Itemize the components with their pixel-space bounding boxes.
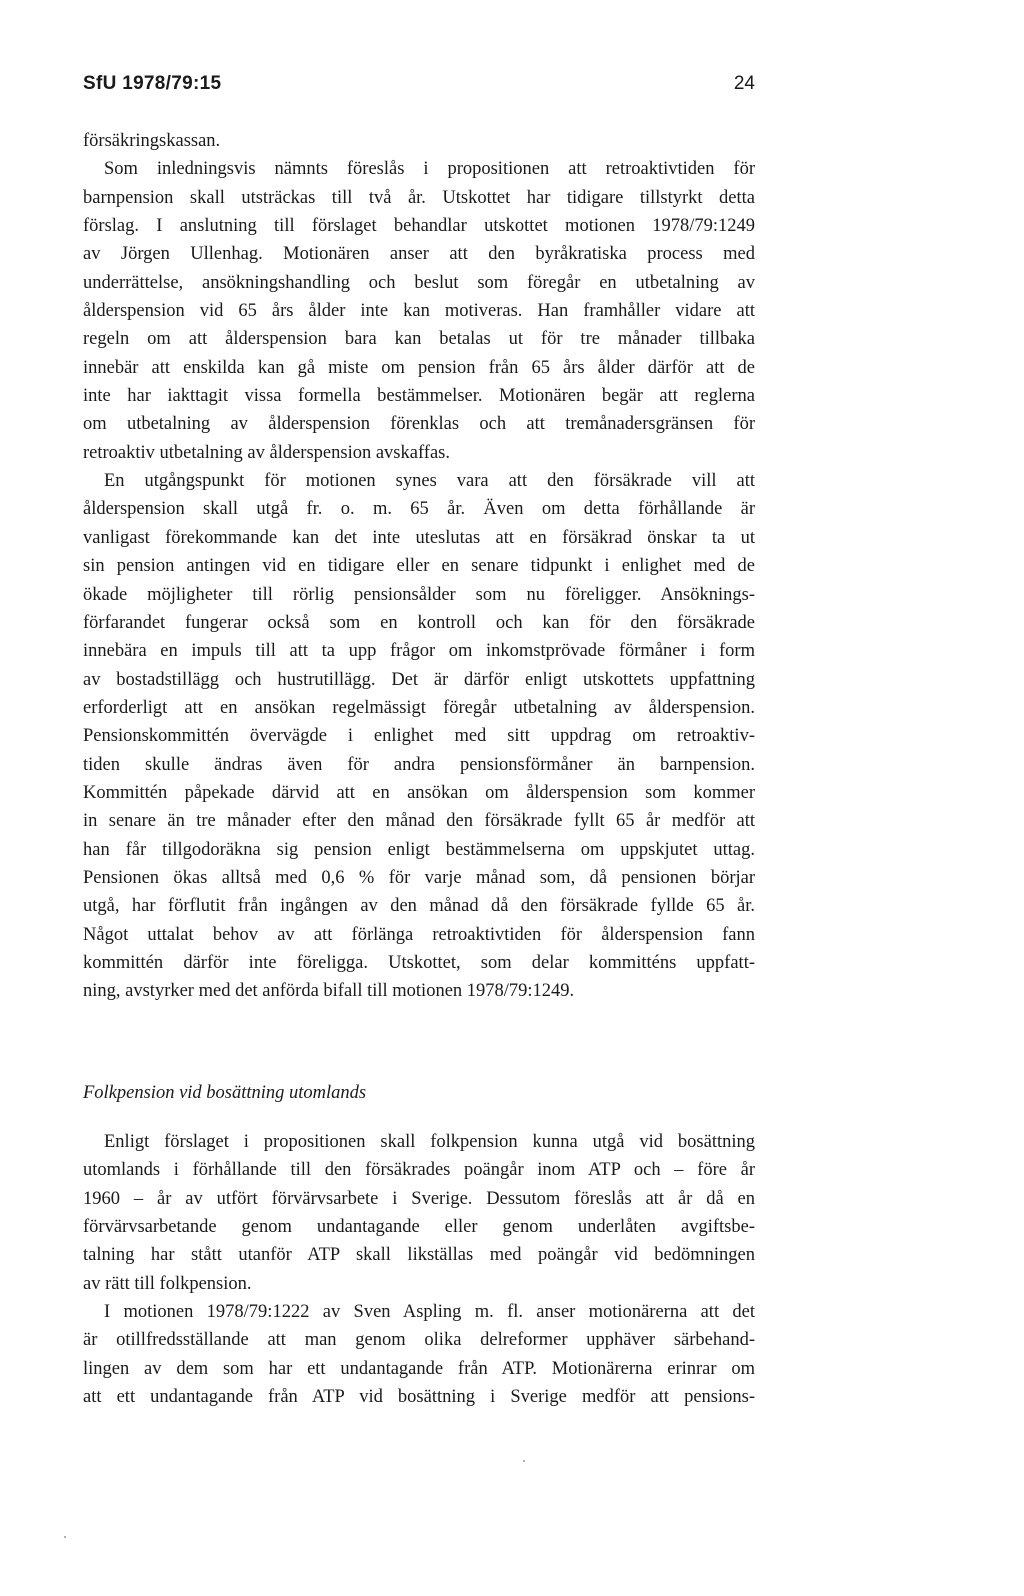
text-line: förslag. I anslutning till förslaget behandlar utskottet motionen 1978/79:1249	[83, 216, 755, 237]
text-line: av rätt till folkpension.	[83, 1273, 252, 1294]
text-line: av bostadstillägg och hustrutillägg. Det är därför enligt utskottets uppfattning	[83, 669, 755, 690]
text-line: retroaktiv utbetalning av ålderspension avskaffas.	[83, 442, 450, 463]
text-line: Pensionen ökas alltså med 0,6 % för varje månad som, då pensionen börjar	[83, 867, 755, 888]
page-header	[83, 73, 755, 101]
section-1-lines	[83, 127, 755, 1006]
page-number: 24	[733, 73, 755, 94]
text-line: Enligt förslaget i propositionen skall folkpension kunna utgå vid bosättning	[104, 1132, 755, 1152]
text-line: Något uttalat behov av att förlänga retroaktivtiden för ålderspension fann	[83, 924, 755, 945]
text-line: innebär att enskilda kan gå miste om pension från 65 års ålder därför att de	[83, 357, 755, 378]
text-line: En utgångspunkt för motionen synes vara att den försäkrade vill att	[104, 471, 755, 492]
text-line: Som inledningsvis nämnts föreslås i propositionen att retroaktivtiden för	[104, 159, 755, 180]
text-line: Kommittén påpekade därvid att en ansökan om ålderspension som kommer	[83, 782, 755, 803]
text-line: är otillfredsställande att man genom olika delreformer upphäver särbehand-	[83, 1330, 755, 1351]
text-line: barnpension skall utsträckas till två år. Utskottet har tidigare tillstyrkt detta	[83, 187, 755, 208]
scan-speck	[523, 1460, 525, 1462]
text-line: kommittén därför inte föreligga. Utskottet, som delar kommitténs uppfatt-	[83, 952, 755, 973]
text-line: ålderspension skall utgå fr. o. m. 65 år. Även om detta förhållande är	[83, 499, 755, 520]
text-line: vanligast förekommande kan det inte uteslutas att en försäkrad önskar ta ut	[83, 527, 755, 548]
section-2-lines	[83, 1128, 755, 1411]
text-line: underrättelse, ansökningshandling och beslut som föregår en utbetalning av	[83, 272, 755, 293]
text-line: Pensionskommittén övervägde i enlighet med sitt uppdrag om retroaktiv-	[83, 726, 755, 747]
text-line: innebära en impuls till att ta upp frågor om inkomstprövade förmåner i form	[83, 641, 755, 662]
text-line: utomlands i förhållande till den försäkrades poängår inom ATP och – före år	[83, 1160, 755, 1181]
scan-speck	[64, 1536, 66, 1538]
text-line: talning har stått utanför ATP skall likställas med poängår vid bedömningen	[83, 1245, 755, 1266]
section-heading: Folkpension vid bosättning utomlands	[83, 1083, 367, 1103]
text-line: av Jörgen Ullenhag. Motionären anser att den byråkratiska process med	[83, 244, 755, 265]
document-reference: SfU 1978/79:15	[83, 73, 222, 94]
text-line: försäkringskassan.	[83, 131, 221, 151]
text-line: ning, avstyrker med det anförda bifall till motionen 1978/79:1249.	[83, 981, 575, 1002]
text-line: lingen av dem som har ett undantagande från ATP. Motionärerna erinrar om	[83, 1358, 755, 1379]
text-line: sin pension antingen vid en tidigare eller en senare tidpunkt i enlighet med de	[83, 556, 755, 577]
text-line: utgå, har förflutit från ingången av den månad då den försäkrade fyllde 65 år.	[83, 896, 755, 917]
text-line: förfarandet fungerar också som en kontroll och kan för den försäkrade	[83, 612, 755, 633]
text-line: om utbetalning av ålderspension förenklas och att tremånadersgränsen för	[83, 414, 755, 435]
text-line: att ett undantagande från ATP vid bosättning i Sverige medför att pensions-	[83, 1387, 755, 1408]
text-line: ålderspension vid 65 års ålder inte kan motiveras. Han framhåller vidare att	[83, 301, 755, 322]
text-line: regeln om att ålderspension bara kan betalas ut för tre månader tillbaka	[83, 329, 755, 350]
text-line: inte har iakttagit vissa formella bestämmelser. Motionären begär att reglerna	[83, 386, 755, 407]
text-line: förvärvsarbetande genom undantagande eller genom underlåten avgiftsbe-	[83, 1217, 755, 1238]
body-text-section-1	[83, 127, 755, 1006]
text-line: 1960 – år av utfört förvärvsarbete i Sverige. Dessutom föreslås att år då en	[83, 1188, 755, 1209]
text-line: han får tillgodoräkna sig pension enligt bestämmelserna om uppskjutet uttag.	[83, 839, 755, 860]
text-line: in senare än tre månader efter den månad den försäkrade fyllt 65 år medför att	[83, 811, 755, 832]
text-line: tiden skulle ändras även för andra pensionsförmåner än barnpension.	[83, 754, 755, 775]
text-line: ökade möjligheter till rörlig pensionsålder som nu föreligger. Ansöknings-	[83, 584, 755, 605]
text-line: erforderligt att en ansökan regelmässigt föregår utbetalning av ålderspension.	[83, 697, 755, 718]
body-text-section-2	[83, 1128, 755, 1411]
text-line: I motionen 1978/79:1222 av Sven Aspling m. fl. anser motionärerna att det	[104, 1302, 755, 1323]
